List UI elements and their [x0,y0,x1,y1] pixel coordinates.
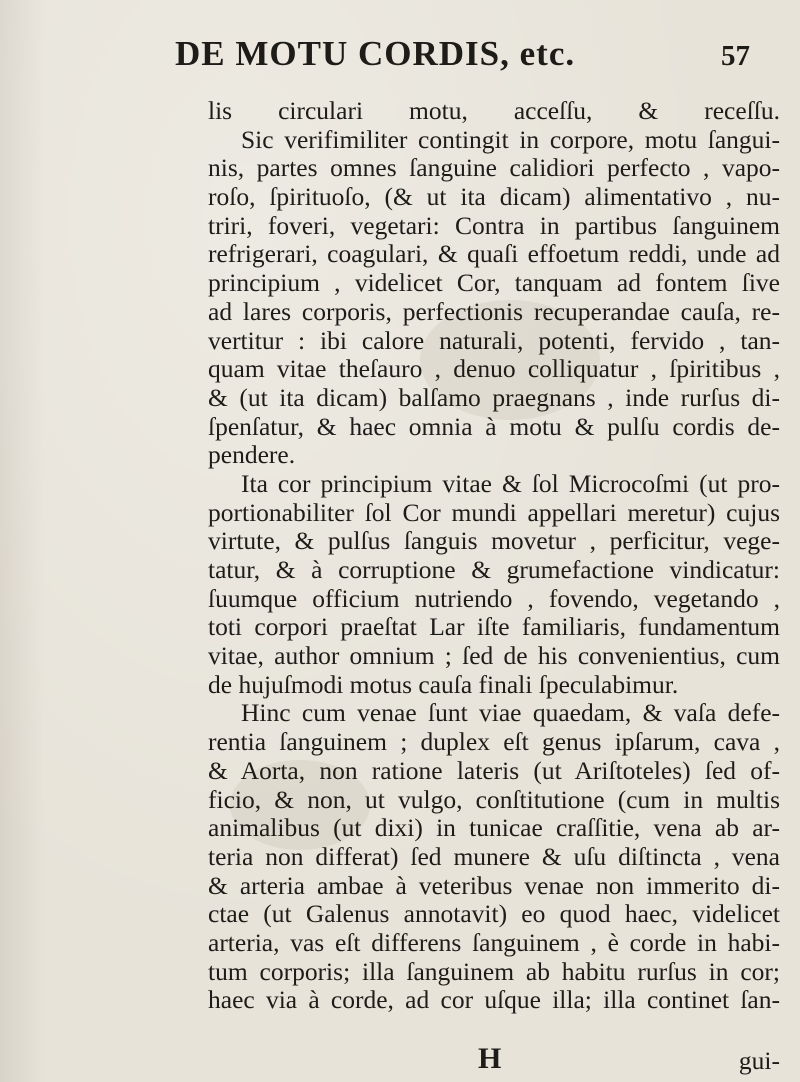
text-line: Hinc cum venae ſunt viae quaedam, & vaſa defe- [241,699,780,728]
page-footer [208,1042,780,1076]
text-line: virtute, & pulſus ſanguis movetur , perficitur, vege- [208,527,780,556]
text-line: ſuumque officium nutriendo , fovendo, vegetando , [208,584,780,613]
text-line: Ita cor principium vitae & ſol Microcoſmi (ut pro- [241,469,780,498]
page-number: 57 [721,40,750,72]
text-line: pendere. [208,441,296,470]
text-line: vitae, author omnium ; ſed de his convenientius, cum [208,642,780,671]
text-line: ad lares corporis, perfectionis recuperandae cauſa, re- [208,297,780,326]
body-text [208,97,780,1015]
text-line: ficio, & non, ut vulgo, conſtitutione (cum in multis [208,785,780,814]
text-line: haec via à corde, ad cor uſque illa; illa continet ſan- [208,986,780,1015]
text-line: triri, foveri, vegetari: Contra in partibus ſanguinem [208,211,780,240]
text-line: tatur, & à corruptione & grumefactione vindicatur: [208,556,780,584]
text-line: vertitur : ibi calore naturali, potenti, fervido , tan- [208,326,780,355]
signature-mark: H [478,1042,502,1075]
text-line: ctae (ut Galenus annotavit) eo quod haec, videlicet [208,900,780,929]
text-line: portionabiliter ſol Cor mundi appellari meretur) cujus [208,498,780,527]
text-line: animalibus (ut dixi) in tunicae craſſitie, vena ab ar- [208,814,780,843]
text-line: roſo, ſpirituoſo, (& ut ita dicam) alimentativo , nu- [208,183,780,212]
text-line: & arteria ambae à veteribus venae non immerito di- [208,871,780,900]
text-line: arteria, vas eſt differens ſanguinem , è corde in habi- [208,928,780,957]
text-line: & (ut ita dicam) balſamo praegnans , inde rurſus di- [208,383,780,412]
text-line: principium , videlicet Cor, tanquam ad fontem ſive [208,269,780,298]
text-line: Sic verifimiliter contingit in corpore, motu ſangui- [241,125,780,154]
running-head [175,34,770,84]
text-line: de hujuſmodi motus cauſa finali ſpeculabimur. [208,670,679,699]
text-line: rentia ſanguinem ; duplex eſt genus ipſarum, cava , [208,728,780,757]
text-line: teria non differat) ſed munere & uſu diſtincta , vena [208,842,780,871]
text-line: refrigerari, coagulari, & quaſi effoetum reddi, unde ad [208,240,780,269]
text-line: toti corpori praeſtat Lar iſte familiaris, fundamentum [208,613,780,642]
text-line: lis circulari motu, acceſſu, & receſſu. [208,97,780,125]
text-line: & Aorta, non ratione lateris (ut Ariſtoteles) ſed of- [208,756,780,785]
text-line: nis, partes omnes ſanguine calidiori perfecto , vapo- [208,154,780,183]
text-line: quam vitae theſauro , denuo colliquatur , ſpiritibus , [208,355,780,384]
text-line: ſpenſatur, & haec omnia à motu & pulſu cordis de- [208,412,780,441]
running-title: DE MOTU CORDIS, etc. [175,34,576,73]
text-line: tum corporis; illa ſanguinem ab habitu rurſus in cor; [208,957,780,986]
catchword: gui- [738,1046,780,1075]
